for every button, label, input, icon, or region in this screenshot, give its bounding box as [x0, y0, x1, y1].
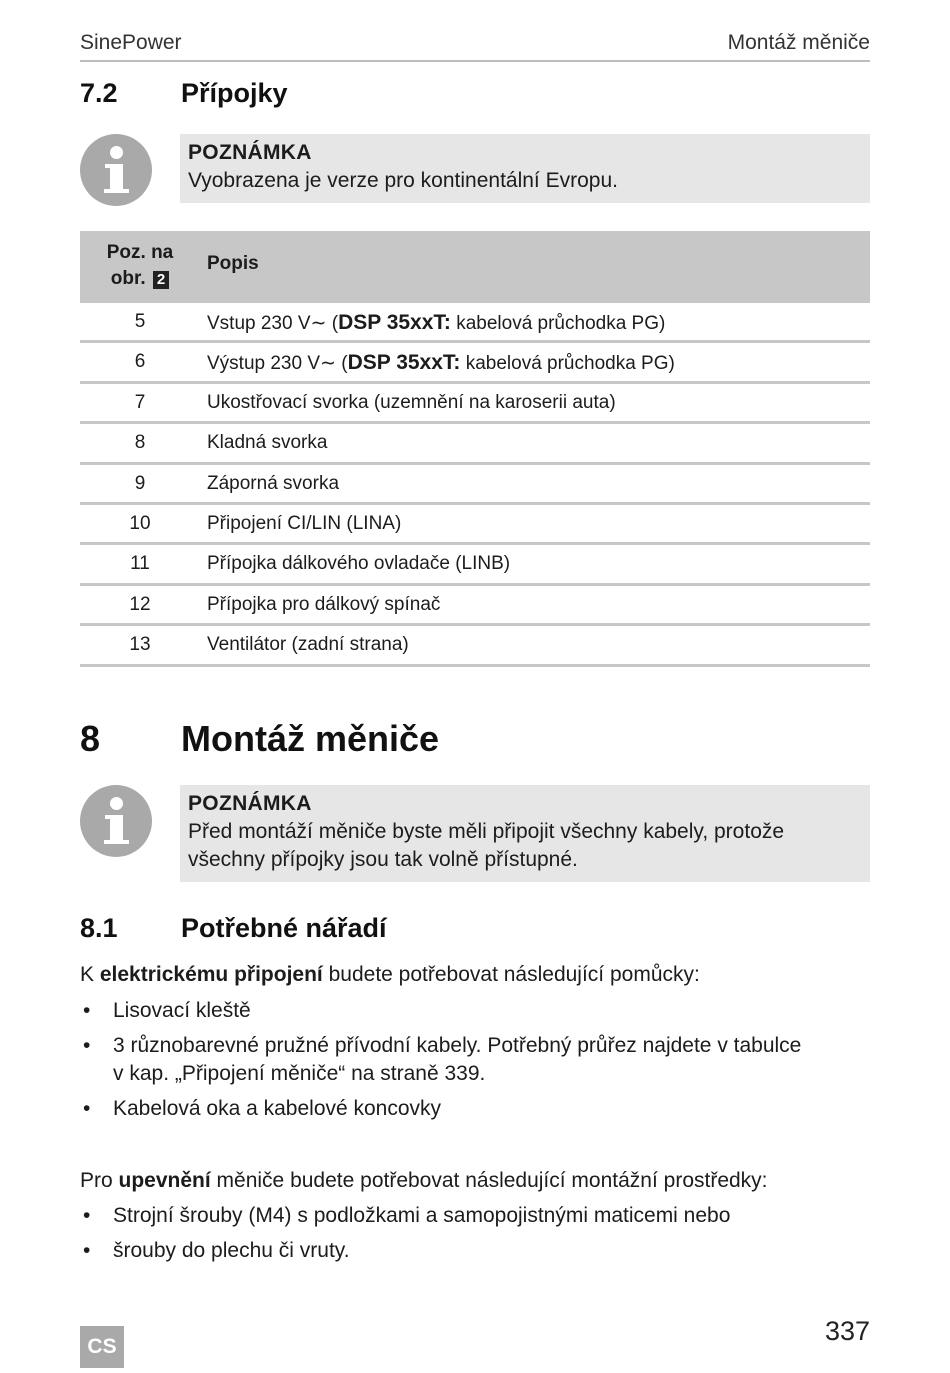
table-row: 11 Přípojka dálkového ovladače (LINB)	[80, 545, 870, 585]
note-title: POZNÁMKA	[188, 141, 312, 164]
section-number: 7.2	[80, 78, 118, 108]
paragraph: K elektrickému připojení budete potřebovat následující pomůcky:	[80, 963, 700, 986]
table-row: 12 Přípojka pro dálkový spínač	[80, 586, 870, 626]
page-number: 337	[824, 1316, 870, 1346]
list-item: • Kabelová oka a kabelové koncovky	[80, 1095, 870, 1123]
info-icon	[80, 134, 152, 206]
header-position: Poz. na obr. 2	[106, 242, 174, 289]
parts-table	[80, 231, 870, 667]
list-item: • Lisovací kleště	[80, 997, 870, 1025]
figure-badge: 2	[153, 271, 169, 289]
header-chapter: Montáž měniče	[727, 31, 870, 54]
table-row: 13 Ventilátor (zadní strana)	[80, 626, 870, 666]
table-row: 9 Záporná svorka	[80, 465, 870, 505]
language-badge: CS	[80, 1326, 124, 1368]
info-icon	[80, 785, 152, 857]
note-title: POZNÁMKA	[188, 792, 312, 815]
list-item: • Strojní šrouby (M4) s podložkami a samopojistnými maticemi nebo	[80, 1202, 870, 1230]
note-box	[180, 785, 870, 882]
list-item: • šrouby do plechu či vruty.	[80, 1237, 870, 1265]
table-row: 6 Výstup 230 V∼ (DSP 35xxT: kabelová průchodka PG)	[80, 343, 870, 383]
mounting-list	[80, 1202, 870, 1272]
tools-list	[80, 997, 870, 1130]
table-row: 5 Vstup 230 V∼ (DSP 35xxT: kabelová průchodka PG)	[80, 303, 870, 343]
section-title: Potřebné nářadí	[181, 913, 387, 943]
header-description: Popis	[207, 253, 259, 274]
chapter-number: 8	[80, 718, 101, 759]
note-text-line: Před montáží měniče byste měli připojit všechny kabely, protože	[188, 820, 785, 843]
chapter-title: Montáž měniče	[181, 718, 440, 759]
page-header	[80, 30, 870, 62]
table-row: 10 Připojení CI/LIN (LINA)	[80, 505, 870, 545]
header-brand: SinePower	[80, 31, 182, 54]
section-number: 8.1	[80, 913, 118, 943]
section-title: Přípojky	[181, 78, 288, 108]
note-text-line: všechny přípojky jsou tak volně přístupné.	[188, 848, 578, 871]
table-header	[80, 231, 870, 303]
paragraph: Pro upevnění měniče budete potřebovat následující montážní prostředky:	[80, 1169, 768, 1192]
table-row: 8 Kladná svorka	[80, 424, 870, 464]
note-text: Vyobrazena je verze pro kontinentální Evropu.	[188, 169, 618, 192]
list-item: • 3 různobarevné pružné přívodní kabely. Potřebný průřez najdete v tabulce v kap. „Připojení měniče“ na straně 339.	[80, 1032, 870, 1088]
table-row: 7 Ukostřovací svorka (uzemnění na karoserii auta)	[80, 384, 870, 424]
note-box	[180, 134, 870, 203]
